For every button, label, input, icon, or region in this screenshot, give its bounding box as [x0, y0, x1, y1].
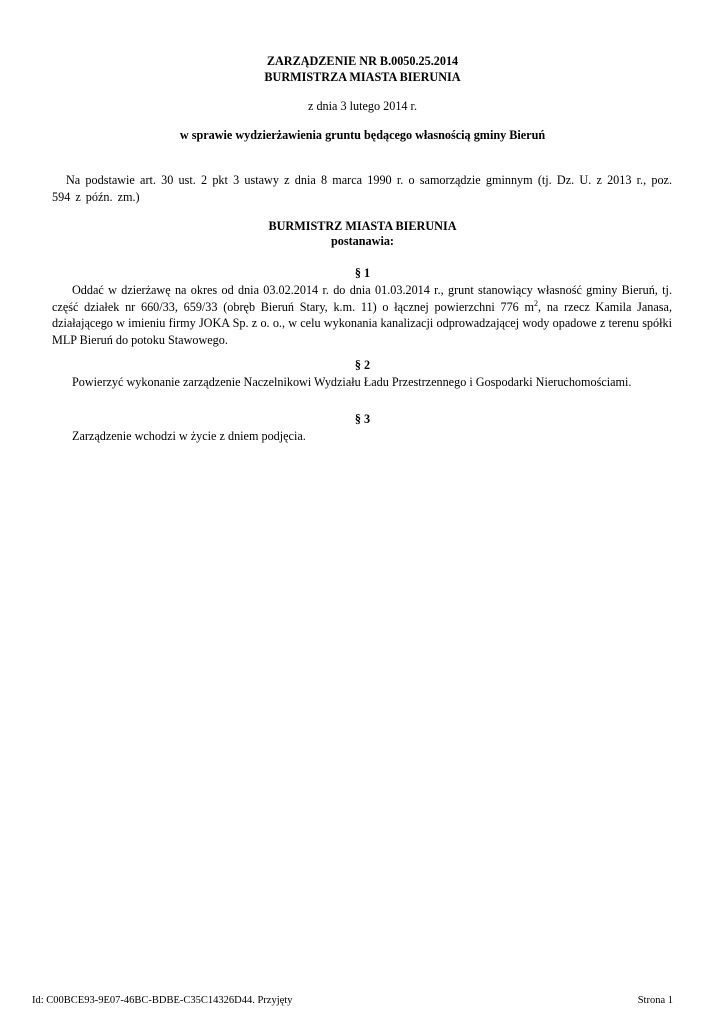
section-3-heading: § 3 — [354, 412, 371, 426]
authority-heading: BURMISTRZ MIASTA BIERUNIA — [268, 219, 457, 233]
document-date: z dnia 3 lutego 2014 r. — [308, 99, 417, 113]
document-subject: w sprawie wydzierżawienia gruntu będącego własnością gminy Bieruń — [179, 128, 546, 142]
legal-basis-paragraph: Na podstawie art. 30 ust. 2 pkt 3 ustawy z dnia 8 marca 1990 r. o samorządzie gminnym (tj. Dz. U. z 2013 r., poz. 594 z późn. zm.) — [52, 173, 672, 204]
document-title-line-2: BURMISTRZA MIASTA BIERUNIA — [264, 70, 461, 84]
section-1-text-part-1: Oddać w dzierżawę na okres od dnia 03.02.2014 r. do dnia 01.03.2014 r., grunt stanowiący własność gminy Bieruń, tj. część działek nr 660/33, 659/33 (obręb Bieruń Stary, k.m. 11) o łącznej powierzchni 776 m — [52, 283, 672, 314]
decides-heading: postanawia: — [331, 234, 394, 248]
section-2-heading: § 2 — [354, 358, 371, 372]
section-2-paragraph: Powierzyć wykonanie zarządzenie Naczelnikowi Wydziału Ładu Przestrzennego i Gospodarki Nieruchomościami. — [72, 375, 632, 389]
section-1-text-part-2: , na rzecz Kamila Janasa, działającego w imieniu firmy JOKA Sp. z o. o., w celu wykonania kanalizacji odprowadzającej wody opadowe z terenu spółki MLP Bieruń do potoku Stawowego. — [52, 299, 672, 347]
section-1-paragraph — [52, 282, 672, 348]
square-meter-superscript: 2 — [534, 298, 539, 308]
section-1-heading: § 1 — [354, 266, 371, 280]
document-id-footer: Id: C00BCE93-9E07-46BC-BDBE-C35C14326D44. Przyjęty — [32, 995, 293, 1006]
page-number-footer: Strona 1 — [637, 995, 673, 1006]
section-3-paragraph: Zarządzenie wchodzi w życie z dniem podjęcia. — [72, 429, 306, 443]
document-title-line-1: ZARZĄDZENIE NR B.0050.25.2014 — [266, 54, 459, 68]
